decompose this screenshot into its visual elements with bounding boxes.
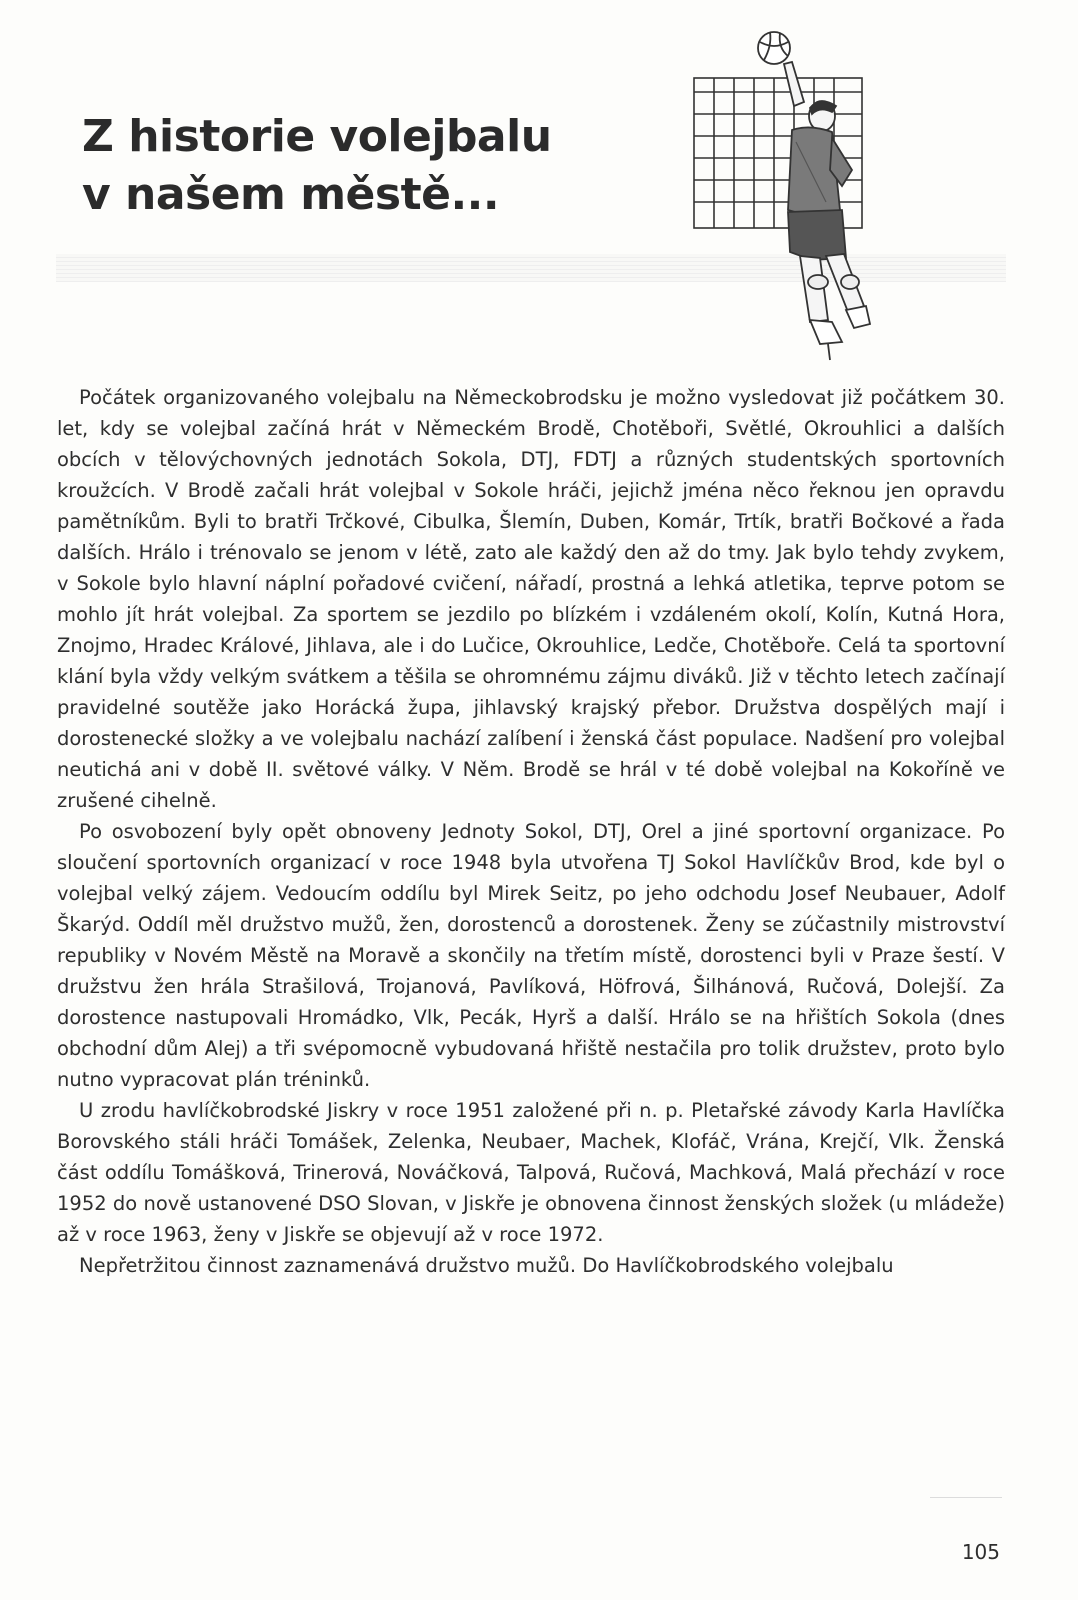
player-figure: [784, 62, 870, 360]
article-body: [57, 382, 1005, 1281]
paragraph-2: Po osvobození byly opět obnoveny Jednoty Sokol, DTJ, Orel a jiné sportovní organizace. Po sloučení sportovních organizací v roce 1948 byla utvořena TJ Sokol Havlíčkův Brod, kde byl o volejbal velký zájem. Vedoucím oddílu byl Mirek Seitz, po jeho odchodu Josef Neubauer, Adolf Škarýd. Oddíl měl družstvo mužů, žen, dorostenců a dorostenek. Ženy se zúčastnily mistrovství republiky v Novém Městě na Moravě a skončily na třetím místě, dorostenci byli v Praze šestí. V družstvu žen hrála Strašilová, Trojanová, Pavlíková, Höfrová, Šilhánová, Ručová, Dolejší. Za dorostence nastupovali Hromádko, Vlk, Pecák, Hyrš a další. Hrálo se na hřištích Sokola (dnes obchodní dům Alej) a tři svépomocně vybudovaná hřiště nestačila pro tolik družstev, proto bylo nutno vypracovat plán tréninků.: [57, 820, 1005, 1091]
page-title: [82, 108, 552, 224]
volleyball-player-at-net-icon: [680, 20, 880, 365]
paragraph-1: Počátek organizovaného volejbalu na Německobrodsku je možno vysledovat již počátkem 30. let, kdy se volejbal začíná hrát v Německém Brodě, Chotěboři, Světlé, Okrouhlici a dalších obcích v tělovýchovných jednotách Sokola, DTJ, FDTJ a různých studentských sportovních kroužcích. V Brodě začali hrát volejbal v Sokole hráči, jejichž jména něco řeknou jen opravdu pamětníkům. Byli to bratři Trčkové, Cibulka, Šlemín, Duben, Komár, Trtík, bratři Bočkové a řada dalších. Hrálo i trénovalo se jenom v létě, zato ale každý den až do tmy. Jak bylo tehdy zvykem, v Sokole bylo hlavní náplní pořadové cvičení, nářadí, prostná a lehká atletika, teprve potom se mohlo jít hrát volejbal. Za sportem se jezdilo po blízkém i vzdáleném okolí, Kolín, Kutná Hora, Znojmo, Hradec Králové, Jihlava, ale i do Lučice, Okrouhlice, Ledče, Chotěboře. Celá ta sportovní klání byla vždy velkým svátkem a těšila se ohromnému zájmu diváků. Již v těchto letech začínají pravidelné soutěže jako Horácká župa, jihlavský krajský přebor. Družstva dospělých mají i dorostenecké složky a ve volejbalu nachází zalíbení i ženská část populace. Nadšení pro volejbal neutichá ani v době II. světové války. V Něm. Brodě se hrál v té době volejbal na Kokoříně ve zrušené cihelně.: [57, 386, 1005, 812]
title-line-2: v našem městě...: [82, 169, 500, 220]
footer-divider: [930, 1497, 1002, 1498]
page-number: 105: [961, 1540, 1000, 1564]
paragraph-3: U zrodu havlíčkobrodské Jiskry v roce 1951 založené při n. p. Pletařské závody Karla Havlíčka Borovského stáli hráči Tomášek, Zelenka, Neubaer, Machek, Klofáč, Vrána, Krejčí, Vlk. Ženská část oddílu Tomášková, Trinerová, Nováčková, Talpová, Ručová, Machková, Malá přechází v roce 1952 do nově ustanovené DSO Slovan, v Jiskře je obnovena činnost ženských složek (u mládeže) až v roce 1963, ženy v Jiskře se objevují až v roce 1972.: [57, 1099, 1005, 1246]
paragraph-4: Nepřetržitou činnost zaznamenává družstvo mužů. Do Havlíčkobrodského volejbalu: [79, 1254, 894, 1277]
title-line-1: Z historie volejbalu: [82, 111, 552, 162]
ball-icon: [758, 32, 790, 64]
